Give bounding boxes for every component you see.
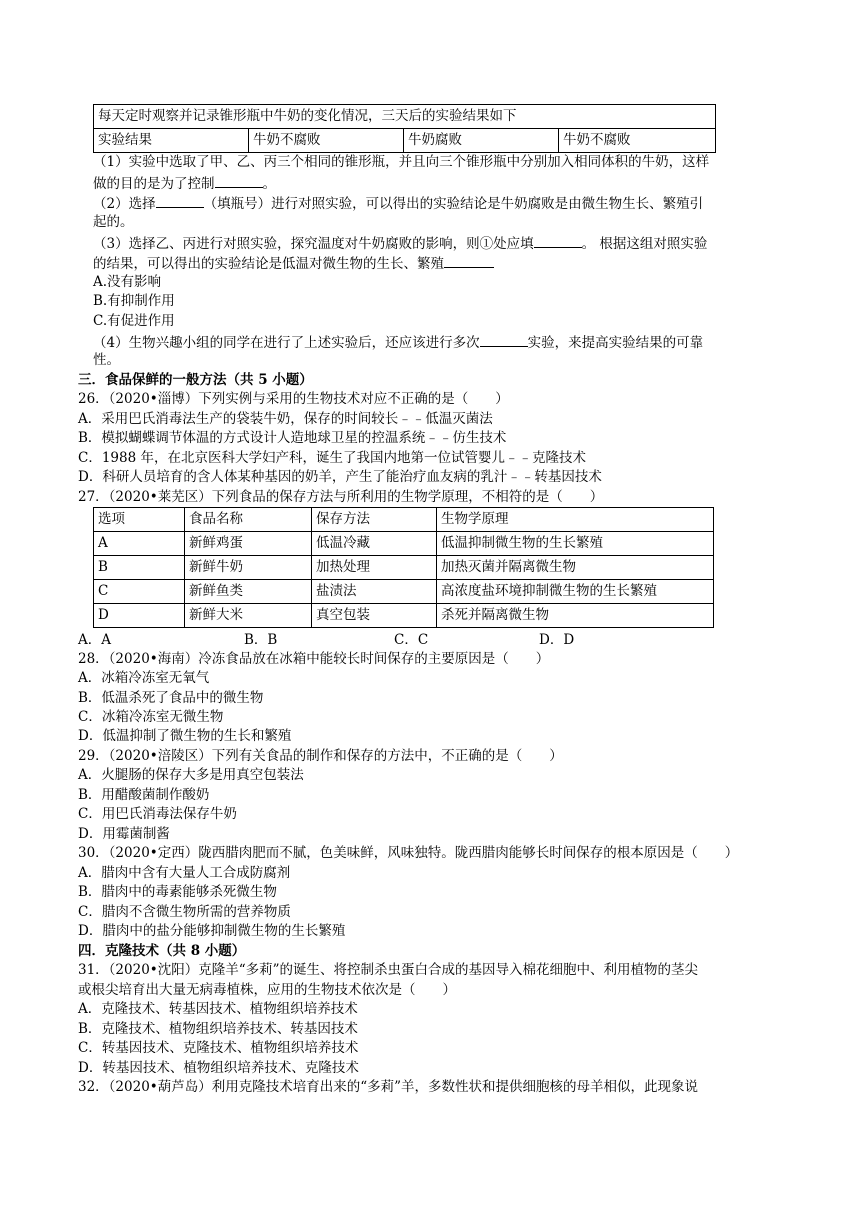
q28-stem: 28．（2020•海南）冷冻食品放在冰箱中能较长时间保存的主要原因是（ ） <box>78 651 550 667</box>
table-cell: 新鲜牛奶 <box>185 556 312 580</box>
q32-stem: 32．（2020•葫芦岛）利用克隆技术培育出来的“多莉”羊，多数性状和提供细胞核的母羊相似，此现象说 <box>78 1079 699 1095</box>
q25-part3-line1 <box>93 233 707 255</box>
q26-stem: 26．（2020•淄博）下列实例与采用的生物技术对应不正确的是（ ） <box>78 391 509 407</box>
table-row <box>94 580 714 604</box>
q29-option-b[interactable]: B．用醋酸菌制作酸奶 <box>78 787 210 803</box>
q25-part4-text: （4）生物兴趣小组的同学在进行了上述实验后，还应该进行多次 <box>93 335 480 351</box>
q28-option-a[interactable]: A．冰箱冷冻室无氧气 <box>78 670 210 686</box>
q26-option-c[interactable]: C．1988 年，在北京医科大学妇产科，诞生了我国内地第一位试管婴儿﹣﹣克隆技术 <box>78 450 586 466</box>
table-cell: 牛奶不腐败 <box>249 129 404 153</box>
answer-blank[interactable] <box>215 173 263 188</box>
table-cell: 新鲜鱼类 <box>185 580 312 604</box>
q25-part4-line1 <box>93 332 703 354</box>
q31-option-b[interactable]: B．克隆技术、植物组织培养技术、转基因技术 <box>78 1021 358 1037</box>
q25-part1-end: 。 <box>262 176 276 192</box>
table-cell: 杀死并隔离微生物 <box>437 604 714 628</box>
q25-part3-text-2: 。 根据这组对照实验 <box>581 236 708 252</box>
table-cell: 盐渍法 <box>312 580 437 604</box>
q25-part3-line2 <box>93 253 494 275</box>
table-cell: 牛奶不腐败 <box>559 129 716 153</box>
q25-part4-line2: 性。 <box>93 352 120 368</box>
answer-blank[interactable] <box>534 233 582 248</box>
table-cell: 真空包装 <box>312 604 437 628</box>
q25-part2-text-2: （填瓶号）进行对照实验，可以得出的实验结论是牛奶腐败是由微生物生长、繁殖引 <box>203 196 704 212</box>
table-cell: 低温冷藏 <box>312 532 437 556</box>
q27-option-d[interactable]: D．D <box>539 632 575 648</box>
q25-option-c: C.有促进作用 <box>93 313 175 329</box>
table-cell: 低温抑制微生物的生长繁殖 <box>437 532 714 556</box>
answer-blank[interactable] <box>444 253 494 268</box>
q30-stem: 30．（2020•定西）陇西腊肉肥而不腻，色美味鲜，风味独特。陇西腊肉能够长时间保存的根本原因是（ ） <box>78 845 739 861</box>
table-header-cell: 选项 <box>94 508 185 532</box>
q27-option-b[interactable]: B．B <box>244 632 278 648</box>
table-header-row: 每天定时观察并记录锥形瓶中牛奶的变化情况，三天后的实验结果如下 <box>94 105 716 129</box>
q25-part1-text: 做的目的是为了控制 <box>93 176 215 192</box>
q28-option-d[interactable]: D．低温抑制了微生物的生长和繁殖 <box>78 728 292 744</box>
q27-table <box>93 507 714 628</box>
q25-part2-line2: 起的。 <box>93 214 134 230</box>
q31-option-d[interactable]: D．转基因技术、植物组织培养技术、克隆技术 <box>78 1060 359 1076</box>
table-cell: C <box>94 580 185 604</box>
q25-part2-text: （2）选择 <box>93 196 156 212</box>
q28-option-c[interactable]: C．冰箱冷冻室无微生物 <box>78 709 224 725</box>
q25-part4-text-2: 实验，来提高实验结果的可靠 <box>527 335 704 351</box>
table-cell: 牛奶腐败 <box>404 129 559 153</box>
q25-part1-line1: （1）实验中选取了甲、乙、丙三个相同的锥形瓶，并且向三个锥形瓶中分别加入相同体积的牛奶，这样 <box>93 154 710 170</box>
q31-stem-line2: 或根尖培育出大量无病毒植株，应用的生物技术依次是（ ） <box>78 982 456 998</box>
q27-option-a[interactable]: A．A <box>78 632 111 648</box>
q26-option-a[interactable]: A．采用巴氏消毒法生产的袋装牛奶，保存的时间较长﹣﹣低温灭菌法 <box>78 411 493 427</box>
q31-option-a[interactable]: A．克隆技术、转基因技术、植物组织培养技术 <box>78 1001 358 1017</box>
table-cell: 新鲜鸡蛋 <box>185 532 312 556</box>
q29-stem: 29．（2020•涪陵区）下列有关食品的制作和保存的方法中，不正确的是（ ） <box>78 748 563 764</box>
q25-part3-text: （3）选择乙、丙进行对照实验，探究温度对牛奶腐败的影响，则①处应填 <box>93 236 534 252</box>
q25-option-b: B.有抑制作用 <box>93 293 175 309</box>
answer-blank[interactable] <box>156 193 204 208</box>
table-row <box>94 532 714 556</box>
q25-part3-text-3: 的结果，可以得出的实验结论是低温对微生物的生长、繁殖 <box>93 256 444 272</box>
q30-option-d[interactable]: D．腊肉中的盐分能够抑制微生物的生长繁殖 <box>78 923 346 939</box>
table-cell: B <box>94 556 185 580</box>
q29-option-d[interactable]: D．用霉菌制酱 <box>78 826 170 842</box>
section-heading-4: 四．克隆技术（共 8 小题） <box>78 943 246 959</box>
answer-blank[interactable] <box>480 332 528 347</box>
q27-stem: 27．（2020•莱芜区）下列食品的保存方法与所利用的生物学原理，不相符的是（ ） <box>78 489 604 505</box>
q28-option-b[interactable]: B．低温杀死了食品中的微生物 <box>78 690 264 706</box>
q26-option-d[interactable]: D．科研人员培育的含人体某种基因的奶羊，产生了能治疗血友病的乳汁﹣﹣转基因技术 <box>78 469 602 485</box>
experiment-result-table <box>93 104 716 153</box>
q29-option-a[interactable]: A．火腿肠的保存大多是用真空包装法 <box>78 767 304 783</box>
table-row <box>94 556 714 580</box>
q26-option-b[interactable]: B．模拟蝴蝶调节体温的方式设计人造地球卫星的控温系统﹣﹣仿生技术 <box>78 430 507 446</box>
table-cell: A <box>94 532 185 556</box>
q30-option-b[interactable]: B．腊肉中的毒素能够杀死微生物 <box>78 884 277 900</box>
table-cell: 新鲜大米 <box>185 604 312 628</box>
q31-option-c[interactable]: C．转基因技术、克隆技术、植物组织培养技术 <box>78 1040 359 1056</box>
table-cell: D <box>94 604 185 628</box>
table-row-label: 实验结果 <box>94 129 249 153</box>
table-header-cell: 生物学原理 <box>437 508 714 532</box>
table-header-cell: 保存方法 <box>312 508 437 532</box>
section-heading-3: 三．食品保鲜的一般方法（共 5 小题） <box>78 372 313 388</box>
q30-option-c[interactable]: C．腊肉不含微生物所需的营养物质 <box>78 904 291 920</box>
table-cell: 加热处理 <box>312 556 437 580</box>
q31-stem-line1: 31．（2020•沈阳）克隆羊“多莉”的诞生、将控制杀虫蛋白合成的基因导入棉花细胞中、利用植物的茎尖 <box>78 962 699 978</box>
q25-part1-line2 <box>93 173 276 195</box>
q27-option-c[interactable]: C．C <box>394 632 429 648</box>
table-cell: 高浓度盐环境抑制微生物的生长繁殖 <box>437 580 714 604</box>
q29-option-c[interactable]: C．用巴氏消毒法保存牛奶 <box>78 806 237 822</box>
q25-part2-line1 <box>93 193 703 215</box>
q25-option-a: A.没有影响 <box>93 274 162 290</box>
table-cell: 加热灭菌并隔离微生物 <box>437 556 714 580</box>
table-row <box>94 604 714 628</box>
table-header-cell: 食品名称 <box>185 508 312 532</box>
q30-option-a[interactable]: A．腊肉中含有大量人工合成防腐剂 <box>78 865 291 881</box>
